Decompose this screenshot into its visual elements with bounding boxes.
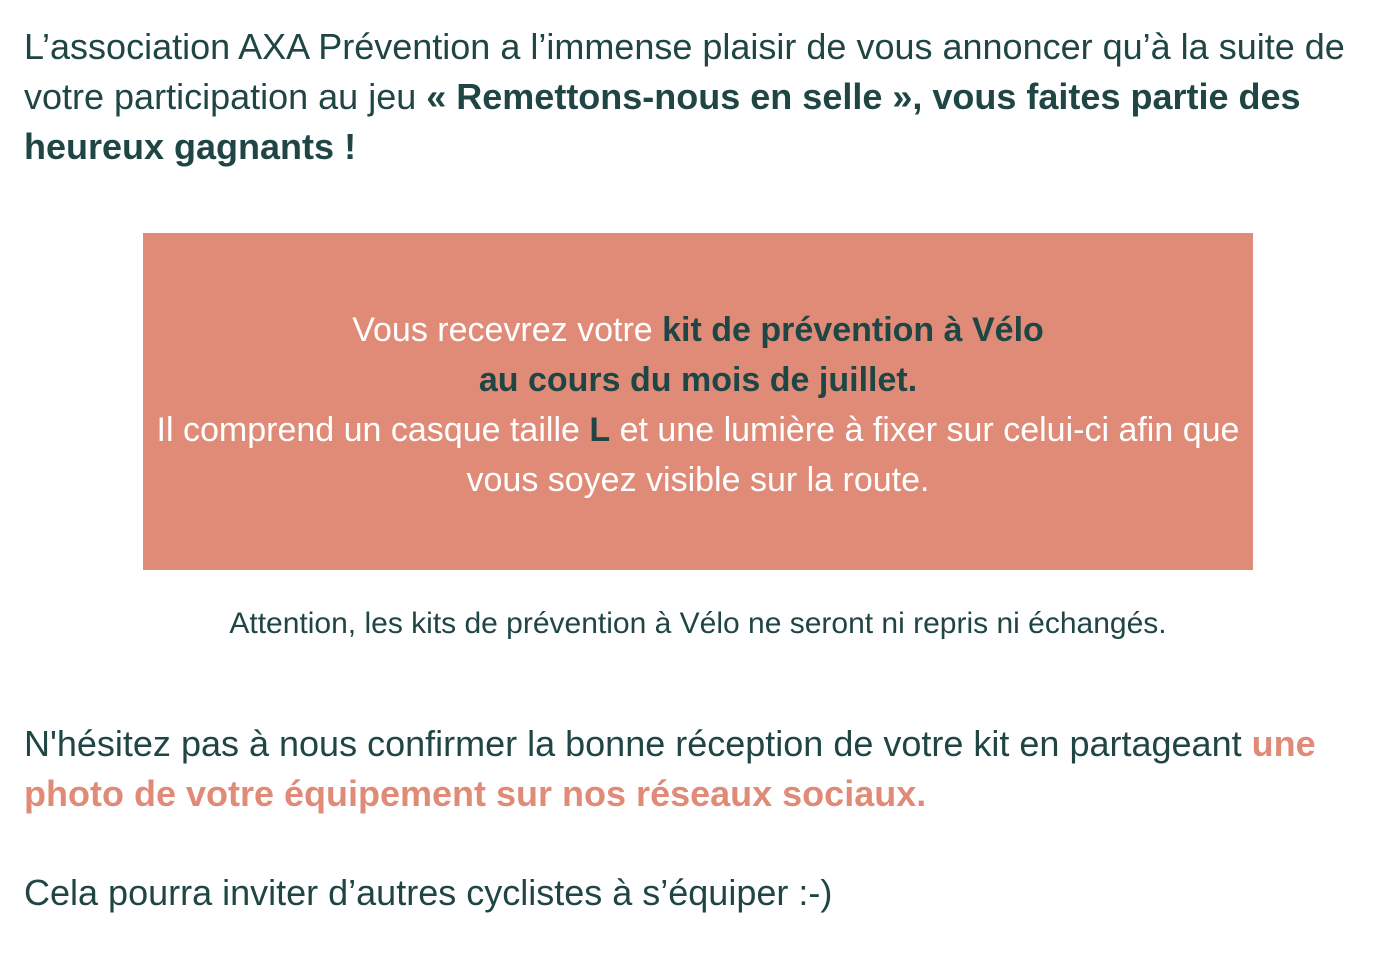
kit-contents-text-2: et une lumière à fixer sur celui-ci afin que vous soyez visible sur la route. xyxy=(466,411,1240,499)
closing-text: Cela pourra inviter d’autres cyclistes à s’équiper :-) xyxy=(24,872,833,913)
kit-contents-text: Il comprend un casque taille xyxy=(156,411,590,449)
kit-info-box xyxy=(143,233,1253,570)
helmet-size: L xyxy=(589,411,611,449)
social-photo-highlight: une photo de votre équipement sur nos réseaux sociaux. xyxy=(24,723,1316,814)
intro-paragraph xyxy=(24,22,1354,172)
confirm-paragraph xyxy=(24,719,1354,819)
kit-line-3 xyxy=(143,405,1253,505)
confirm-text: N'hésitez pas à nous confirmer la bonne réception de votre kit en partageant xyxy=(24,723,1252,764)
kit-line-1 xyxy=(143,305,1253,355)
warning-text: Attention, les kits de prévention à Vélo ne seront ni repris ni échangés. xyxy=(229,607,1167,640)
kit-name: kit de prévention à Vélo xyxy=(662,311,1044,349)
kit-line-1-text: Vous recevrez votre xyxy=(352,311,663,349)
intro-text: L’association AXA Prévention a l’immense plaisir de vous annoncer qu’à la suite de votre participation au jeu xyxy=(24,26,1345,117)
kit-delivery-date: au cours du mois de juillet. xyxy=(478,361,918,399)
intro-winner-text: « Remettons-nous en selle », vous faites partie des heureux gagnants ! xyxy=(24,76,1301,167)
kit-line-2 xyxy=(143,355,1253,405)
